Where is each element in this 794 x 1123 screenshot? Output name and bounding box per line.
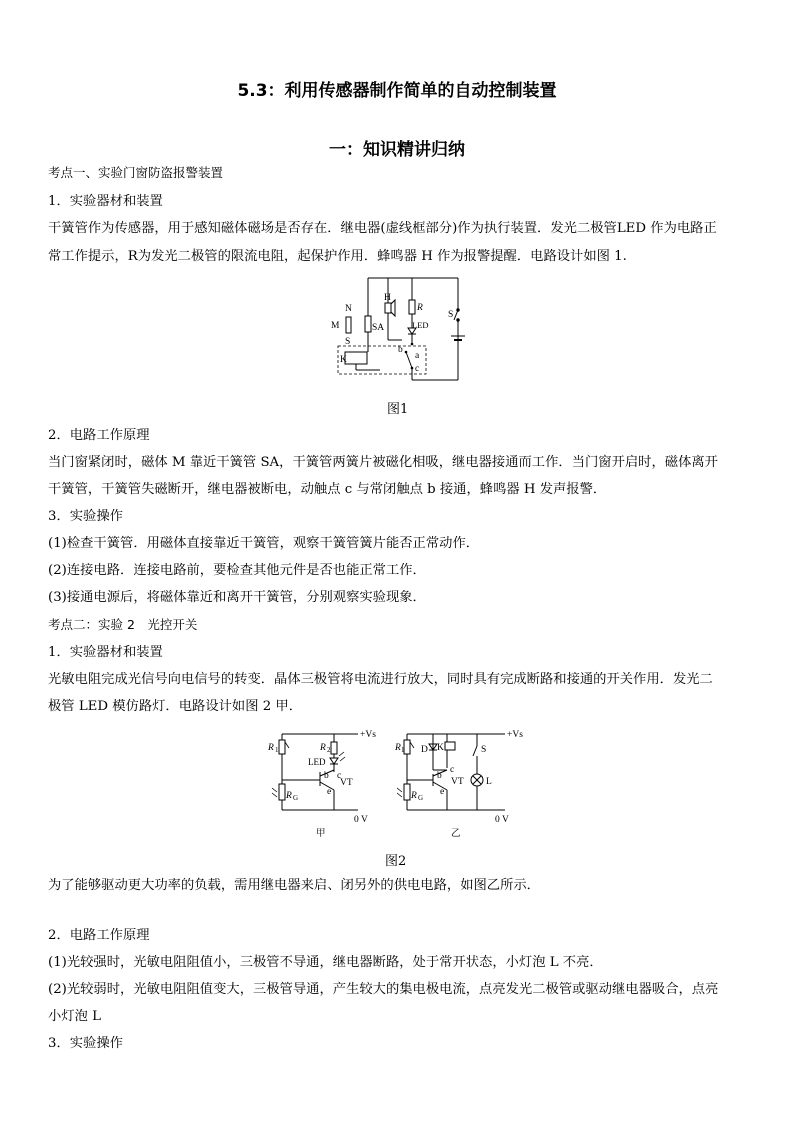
fig1-label-b: b bbox=[398, 345, 403, 355]
figure-1-caption: 图1 bbox=[387, 402, 409, 417]
fig1-label-c: c bbox=[415, 364, 420, 374]
figure-1-circuit bbox=[320, 270, 470, 390]
fig2-jia-label: 甲 bbox=[316, 829, 326, 839]
paragraph-4-line-1: 光敏电阻完成光信号向电信号的转变．晶体三极管将电流进行放大，同时具有完成断路和接通的开关作用．发光二 bbox=[48, 672, 713, 687]
figure-2-jia-circuit bbox=[258, 722, 388, 842]
fig2-yi-RG-sub: G bbox=[418, 794, 424, 802]
figure-2-caption: 图2 bbox=[385, 854, 407, 869]
fig1-label-N: N bbox=[345, 304, 352, 314]
fig2-jia-vs: +Vs bbox=[360, 730, 376, 740]
fig2-yi-e: e bbox=[440, 787, 445, 797]
fig2-jia-LED: LED bbox=[308, 757, 326, 767]
fig2-jia-R2: R bbox=[320, 743, 326, 753]
fig2-jia-R1-sub: 1 bbox=[275, 746, 279, 754]
paragraph-7-line-1: (2)光较弱时，光敏电阻阻值变大，三极管导通，产生较大的集电极电流，点亮发光二极管或驱动继电器吸合，点亮 bbox=[48, 982, 719, 997]
fig2-jia-R1: R bbox=[268, 743, 274, 753]
fig2-yi-D: D bbox=[421, 745, 428, 755]
paragraph-1-line-1: 干簧管作为传感器，用于感知磁体磁场是否存在．继电器(虚线框部分)作为执行装置．发光二极管LED 作为电路正 bbox=[48, 221, 717, 236]
fig2-jia-c: c bbox=[337, 771, 342, 781]
subheading-operation-1: 3．实验操作 bbox=[48, 509, 123, 524]
paragraph-2-line-1: 当门窗紧闭时，磁体 M 靠近干簧管 SA，干簧管两簧片被磁化相吸，继电器接通而工作．当门窗开启时，磁体离开 bbox=[48, 455, 718, 470]
fig1-label-SA: SA bbox=[372, 323, 385, 333]
paragraph-7-line-2: 小灯泡 L bbox=[48, 1009, 101, 1024]
fig2-yi-vs: +Vs bbox=[507, 730, 523, 740]
fig2-yi-VT: VT bbox=[451, 777, 464, 787]
fig2-jia-RG-sub: G bbox=[293, 794, 299, 802]
fig2-jia-R2-sub: 2 bbox=[327, 746, 331, 754]
fig2-jia-RG: R bbox=[286, 791, 292, 801]
subheading-principle-1: 2．电路工作原理 bbox=[48, 428, 150, 443]
paragraph-6: (1)光较强时，光敏电阻阻值小，三极管不导通，继电器断路，处于常开状态，小灯泡 L 不亮． bbox=[48, 955, 603, 970]
fig2-jia-b: b bbox=[324, 771, 329, 781]
fig2-yi-R1: R bbox=[395, 743, 401, 753]
fig1-label-M: M bbox=[331, 321, 340, 331]
paragraph-4-line-2: 极管 LED 模仿路灯．电路设计如图 2 甲． bbox=[48, 699, 303, 714]
fig2-yi-label: 乙 bbox=[451, 829, 461, 839]
step-2: (2)连接电路．连接电路前，要检查其他元件是否也能正常工作． bbox=[48, 563, 426, 578]
step-3: (3)接通电源后，将磁体靠近和离开干簧管，分别观察实验现象． bbox=[48, 590, 426, 605]
document-title: 5.3：利用传感器制作简单的自动控制装置 bbox=[237, 81, 557, 101]
subheading-operation-2: 3．实验操作 bbox=[48, 1036, 123, 1051]
fig2-yi-L: L bbox=[486, 777, 492, 787]
section-heading: 一：知识精讲归纳 bbox=[329, 140, 465, 160]
paragraph-1-line-2: 常工作提示，R为发光二极管的限流电阻，起保护作用．蜂鸣器 H 作为报警提醒．电路设计如图 1. bbox=[48, 249, 627, 264]
fig2-jia-VT: VT bbox=[340, 778, 353, 788]
paragraph-2-line-2: 干簧管，干簧管失磁断开，继电器被断电，动触点 c 与常闭触点 b 接通，蜂鸣器 H 发声报警． bbox=[48, 482, 607, 497]
key-point-1: 考点一、实验门窗防盗报警装置 bbox=[48, 165, 224, 180]
fig2-yi-K: K bbox=[437, 743, 444, 753]
fig2-yi-b: b bbox=[437, 771, 442, 781]
subheading-materials-1: 1．实验器材和装置 bbox=[48, 194, 163, 209]
fig2-yi-c: c bbox=[450, 765, 455, 775]
fig2-yi-S: S bbox=[481, 745, 487, 755]
fig1-label-K: K bbox=[340, 355, 347, 365]
fig2-yi-zero: 0 V bbox=[495, 815, 509, 825]
fig1-label-S-magnet: S bbox=[345, 337, 351, 347]
fig1-label-S-switch: S bbox=[448, 310, 454, 320]
key-point-2: 考点二：实验 2 光控开关 bbox=[48, 617, 198, 632]
fig2-yi-R1-sub: 1 bbox=[401, 746, 405, 754]
fig2-yi-RG: R bbox=[411, 791, 417, 801]
fig1-label-H: H bbox=[384, 293, 391, 303]
fig2-jia-zero: 0 V bbox=[354, 815, 368, 825]
step-1: (1)检查干簧管．用磁体直接靠近干簧管，观察干簧管簧片能否正常动作． bbox=[48, 536, 480, 551]
fig2-jia-e: e bbox=[327, 787, 332, 797]
fig1-label-a: a bbox=[415, 351, 420, 361]
fig1-label-LED: LED bbox=[412, 320, 429, 330]
fig1-label-R: R bbox=[417, 303, 423, 313]
subheading-materials-2: 1．实验器材和装置 bbox=[48, 645, 163, 660]
figure-2-yi-circuit bbox=[395, 722, 525, 842]
subheading-principle-2: 2．电路工作原理 bbox=[48, 928, 150, 943]
paragraph-5: 为了能够驱动更大功率的负载，需用继电器来启、闭另外的供电电路，如图乙所示． bbox=[48, 878, 540, 893]
